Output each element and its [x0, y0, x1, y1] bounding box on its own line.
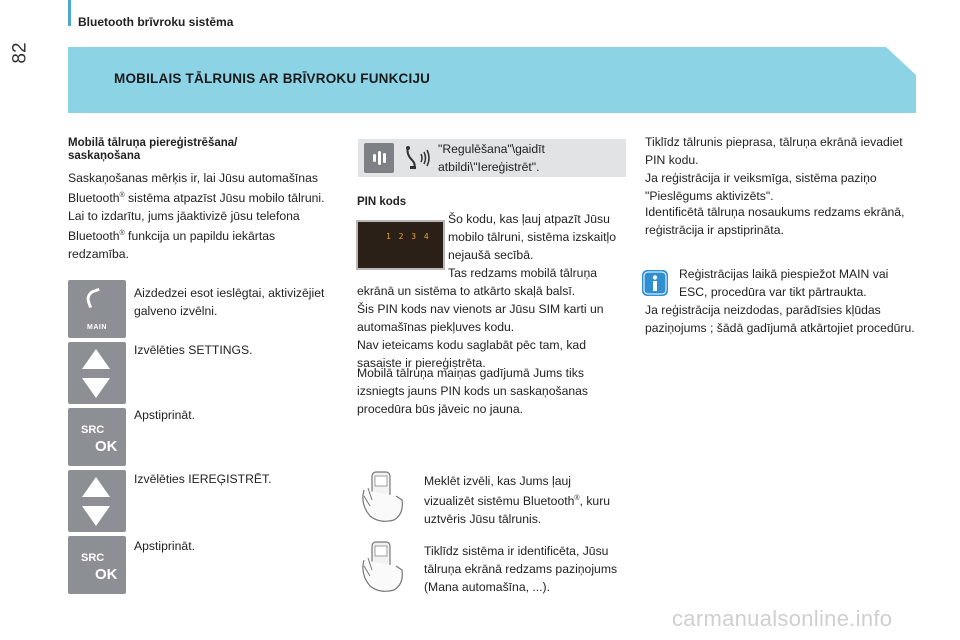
step-4-text: Izvēlēties IEREĢISTRĒT. — [134, 472, 272, 486]
sound-wave-icon — [383, 153, 386, 163]
main-button — [68, 280, 126, 338]
intro-paragraph — [68, 169, 333, 263]
phone-speaking-icon — [404, 144, 432, 172]
section-heading: Mobilā tālruņa piereģistrēšana/ saskaņošana — [68, 137, 238, 162]
voice-command-panel — [358, 139, 626, 177]
intro-text-1: Saskaņošanas mērķis ir, lai Jūsu automašīnas Bluetooth — [68, 171, 318, 206]
col3-text-3: Identificētā tālruņa nosaukums redzams ekrānā, reģistrācija ir apstiprināta. — [645, 205, 905, 237]
watermark: carmanualsonline.info — [672, 606, 893, 631]
pin-text-2: Tas redzams mobilā tālruņa ekrānā un sistēma to atkārto skaļā balsī. — [357, 266, 598, 298]
pin-text-4: Nav ieteicams kodu saglabāt pēc tam, kad sasaiste ir piereģistrēta. — [357, 338, 586, 370]
registered-mark: ® — [574, 495, 580, 502]
src-ok-button — [68, 408, 126, 466]
src-ok-button — [68, 536, 126, 594]
ok-label: OK — [95, 566, 118, 583]
sound-wave-icon — [373, 154, 376, 162]
up-down-arrows-button — [68, 470, 126, 532]
pin-text-3: Šis PIN kods nav vienots ar Jūsu SIM karti un automašīnas piekļuves kodu. — [357, 302, 604, 334]
intro-text-4: funkcija un papildu iekārtas redzamība. — [68, 229, 276, 262]
src-label: SRC — [81, 552, 105, 564]
main-phone-icon — [84, 288, 105, 309]
info-note-2: Ja reģistrācija neizdodas, parādīsies kļūdas paziņojums ; šādā gadījumā atkārtojiet procedūru. — [645, 303, 915, 335]
phone-step-1 — [424, 472, 624, 528]
intro-text-3: Lai to izdarītu, jums jāaktivizē jūsu telefona Bluetooth — [68, 209, 300, 244]
banner-title: MOBILAIS TĀLRUNIS AR BRĪVROKU FUNKCIJU — [114, 71, 431, 86]
step-2-text: Izvēlēties SETTINGS. — [134, 343, 253, 357]
col3-text-2: Ja reģistrācija ir veiksmīga, sistēma paziņo "Pieslēgums aktivizēts". — [645, 171, 877, 203]
running-head: Bluetooth brīvroku sistēma — [78, 15, 234, 29]
voice-command-button — [364, 143, 394, 173]
up-down-arrows-button — [68, 342, 126, 404]
pin-display-screen — [356, 220, 445, 270]
hand-phone-icon — [358, 470, 410, 526]
pin-text-1: Šo kodu, kas ļauj atpazīt Jūsu mobilo tālruni, sistēma izskaitļo nejaušā secībā. — [448, 212, 616, 262]
registered-mark: ® — [119, 192, 125, 199]
phone-step-2: Tiklīdz sistēma ir identificēta, Jūsu tālruņa ekrānā redzams paziņojums (Mana automašīna, ...). — [424, 544, 618, 594]
accent-bar — [68, 0, 71, 26]
sound-wave-icon — [378, 151, 381, 165]
pin-heading: PIN kods — [357, 196, 407, 208]
pin-text-5: Mobilā tālruņa maiņas gadījumā Jums tiks izsniegts jauns PIN kods un saskaņošanas procedūra būs jāveic no jauna. — [357, 366, 589, 416]
arrow-up-icon — [82, 477, 110, 497]
src-label: SRC — [81, 424, 105, 436]
phone-step-1-text: Meklēt izvēli, kas Jums ļauj vizualizēt sistēmu Bluetooth — [424, 474, 575, 509]
arrow-up-icon — [82, 349, 110, 369]
registered-mark: ® — [119, 230, 125, 238]
section-banner — [68, 47, 916, 113]
step-5-text: Apstiprināt. — [134, 539, 195, 553]
col3-text-1: Tiklīdz tālrunis pieprasa, tālruņa ekrānā ievadiet PIN kodu. — [645, 135, 903, 167]
info-note-1: Reģistrācijas laikā piespiežot MAIN vai ESC, procedūra var tikt pārtraukta. — [679, 267, 889, 299]
main-label: MAIN — [87, 324, 107, 331]
phone-step-1-text-b: , kuru uztvēris Jūsu tālrunis. — [424, 494, 611, 527]
voice-note-text: "Regulēšana"\gaidīt atbildi\"Iereģistrēt". — [438, 142, 545, 174]
hand-phone-icon — [358, 540, 410, 596]
intro-text-2: sistēma atpazīst Jūsu mobilo tālruni. — [124, 191, 325, 206]
step-1-text: Aizdedzei esot ieslēgtai, aktivizējiet galveno izvēlni. — [134, 286, 325, 318]
info-icon — [641, 269, 669, 297]
arrow-down-icon — [82, 506, 110, 526]
ok-label: OK — [95, 438, 118, 455]
step-3-text: Apstiprināt. — [134, 408, 195, 422]
pin-digits: 1 2 3 4 — [386, 232, 431, 241]
page-number: 82 — [9, 42, 31, 64]
arrow-down-icon — [82, 378, 110, 398]
